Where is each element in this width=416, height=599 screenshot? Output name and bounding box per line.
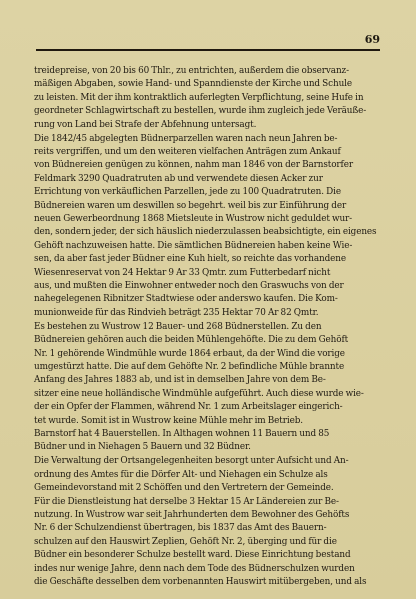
text-line-36: schulzen auf den Hauswirt Zeplien, Gehöft Nr. 2, überging und für die bbox=[34, 536, 337, 547]
text-line-9: Feldmark 3290 Quadratruten ab und verwendete diesen Acker zur bbox=[34, 173, 323, 184]
text-line-17: aus, und mußten die Einwohner entweder noch den Graswuchs von der bbox=[34, 281, 344, 291]
paragraph-4 bbox=[34, 455, 382, 589]
text-line-24: Anfang des Jahres 1883 ab, und ist in demselben Jahre von dem Be- bbox=[34, 375, 326, 386]
text-line-10: Errichtung von verkäuflichen Parzellen, jede zu 100 Quadratruten. Die bbox=[34, 187, 341, 198]
page-header bbox=[36, 34, 380, 54]
paragraph-3 bbox=[34, 321, 382, 455]
text-line-22: Nr. 1 gehörende Windmühle wurde 1864 erbaut, da der Wind die vorige bbox=[34, 348, 345, 359]
text-line-19: munionweide für das Rindvieh beträgt 235 Hektar 70 Ar 82 Qmtr. bbox=[34, 307, 319, 318]
header-rule bbox=[36, 49, 380, 51]
text-line-1: treidepreise, von 20 bis 60 Thlr., zu entrichten, außerdem die observanz- bbox=[34, 66, 349, 76]
text-line-4: geordneter Schlagwirtschaft zu bestellen, wurde ihm zugleich jede Veräuße- bbox=[34, 106, 367, 117]
text-line-38: indes nur wenige Jahre, denn nach dem Tode des Büdnerschulzen wurden bbox=[34, 563, 355, 574]
text-line-3: zu leisten. Mit der ihm kontraktlich auferlegten Verpflichtung, seine Hufe in bbox=[34, 92, 364, 103]
text-line-25: sitzer eine neue holländische Windmühle aufgeführt. Auch diese wurde wie- bbox=[34, 388, 364, 399]
text-line-8: von Büdnereien genügen zu können, nahm man 1846 von der Barnstorfer bbox=[34, 160, 353, 171]
text-line-16: Wiesenreservat von 24 Hektar 9 Ar 33 Qmtr. zum Futterbedarf nicht bbox=[34, 267, 331, 278]
text-line-21: Büdnereien gehören auch die beiden Mühlengehöfte. Die zu dem Gehöft bbox=[34, 335, 349, 346]
paragraph-2 bbox=[34, 133, 382, 321]
text-line-2: mäßigen Abgaben, sowie Hand- und Spanndienste der Kirche und Schule bbox=[34, 79, 352, 90]
text-line-28: Barnstorf hat 4 Bauerstellen. In Althagen wohnen 11 Bauern und 85 bbox=[34, 428, 330, 439]
text-line-27: tet wurde. Somit ist in Wustrow keine Mühle mehr im Betrieb. bbox=[34, 415, 303, 426]
text-line-37: Büdner ein besonderer Schulze bestellt ward. Diese Einrichtung bestand bbox=[34, 550, 351, 561]
text-line-20: Es bestehen zu Wustrow 12 Bauer- und 268 Büdnerstellen. Zu den bbox=[34, 321, 322, 332]
text-line-5: rung von Land bei Strafe der Abfehnung untersagt. bbox=[34, 119, 257, 130]
text-line-32: Gemeindevorstand mit 2 Schöffen und den Vertretern der Gemeinde. bbox=[34, 483, 334, 494]
main-text bbox=[34, 65, 382, 589]
text-line-35: Nr. 6 der Schulzendienst übertragen, bis 1837 das Amt des Bauern- bbox=[34, 523, 327, 534]
text-line-26: der ein Opfer der Flammen, während Nr. 1 zum Arbeitslager eingerich- bbox=[34, 402, 343, 413]
text-line-14: Gehöft nachzuweisen hatte. Die sämtlichen Büdnereien haben keine Wie- bbox=[34, 240, 353, 251]
text-line-29: Büdner und in Niehagen 5 Bauern und 32 Büdner. bbox=[34, 442, 251, 453]
page-number: 69 bbox=[364, 33, 380, 46]
text-line-39: die Geschäfte desselben dem vorbenannten Hauswirt mitübergeben, und als bbox=[34, 576, 367, 587]
text-line-15: sen, da aber fast jeder Büdner eine Kuh hielt, so reichte das vorhandene bbox=[34, 254, 347, 265]
text-line-31: ordnung des Amtes für die Dörfer Alt- und Niehagen ein Schulze als bbox=[34, 469, 328, 480]
text-line-33: Für die Dienstleistung hat derselbe 3 Hektar 15 Ar Ländereien zur Be- bbox=[34, 496, 339, 507]
text-line-34: nutzung. In Wustrow war seit Jahrhunderten dem Bewohner des Gehöfts bbox=[34, 509, 350, 520]
paragraph-1 bbox=[34, 65, 382, 132]
text-line-7: reits vergriffen, und um den weiteren vielfachen Anträgen zum Ankauf bbox=[34, 146, 341, 157]
text-line-18: nahegelegenen Ribnitzer Stadtwiese oder anderswo kaufen. Die Kom- bbox=[34, 294, 338, 305]
text-line-6: Die 1842/45 abgelegten Büdnerparzellen waren nach neun Jahren be- bbox=[34, 133, 338, 144]
text-line-12: neuen Gewerbeordnung 1868 Mietsleute in Wustrow nicht geduldet wur- bbox=[34, 213, 353, 224]
text-line-13: den, sondern jeder, der sich häuslich niederzulassen beabsichtigte, ein eigenes bbox=[34, 227, 377, 238]
text-line-23: umgestürzt hatte. Die auf dem Gehöfte Nr. 2 befindliche Mühle brannte bbox=[34, 361, 345, 372]
text-line-30: Die Verwaltung der Ortsangelegenheiten besorgt unter Aufsicht und An- bbox=[34, 456, 349, 467]
text-line-11: Büdnereien waren um deswillen so begehrt. weil bis zur Einführung der bbox=[34, 200, 347, 211]
